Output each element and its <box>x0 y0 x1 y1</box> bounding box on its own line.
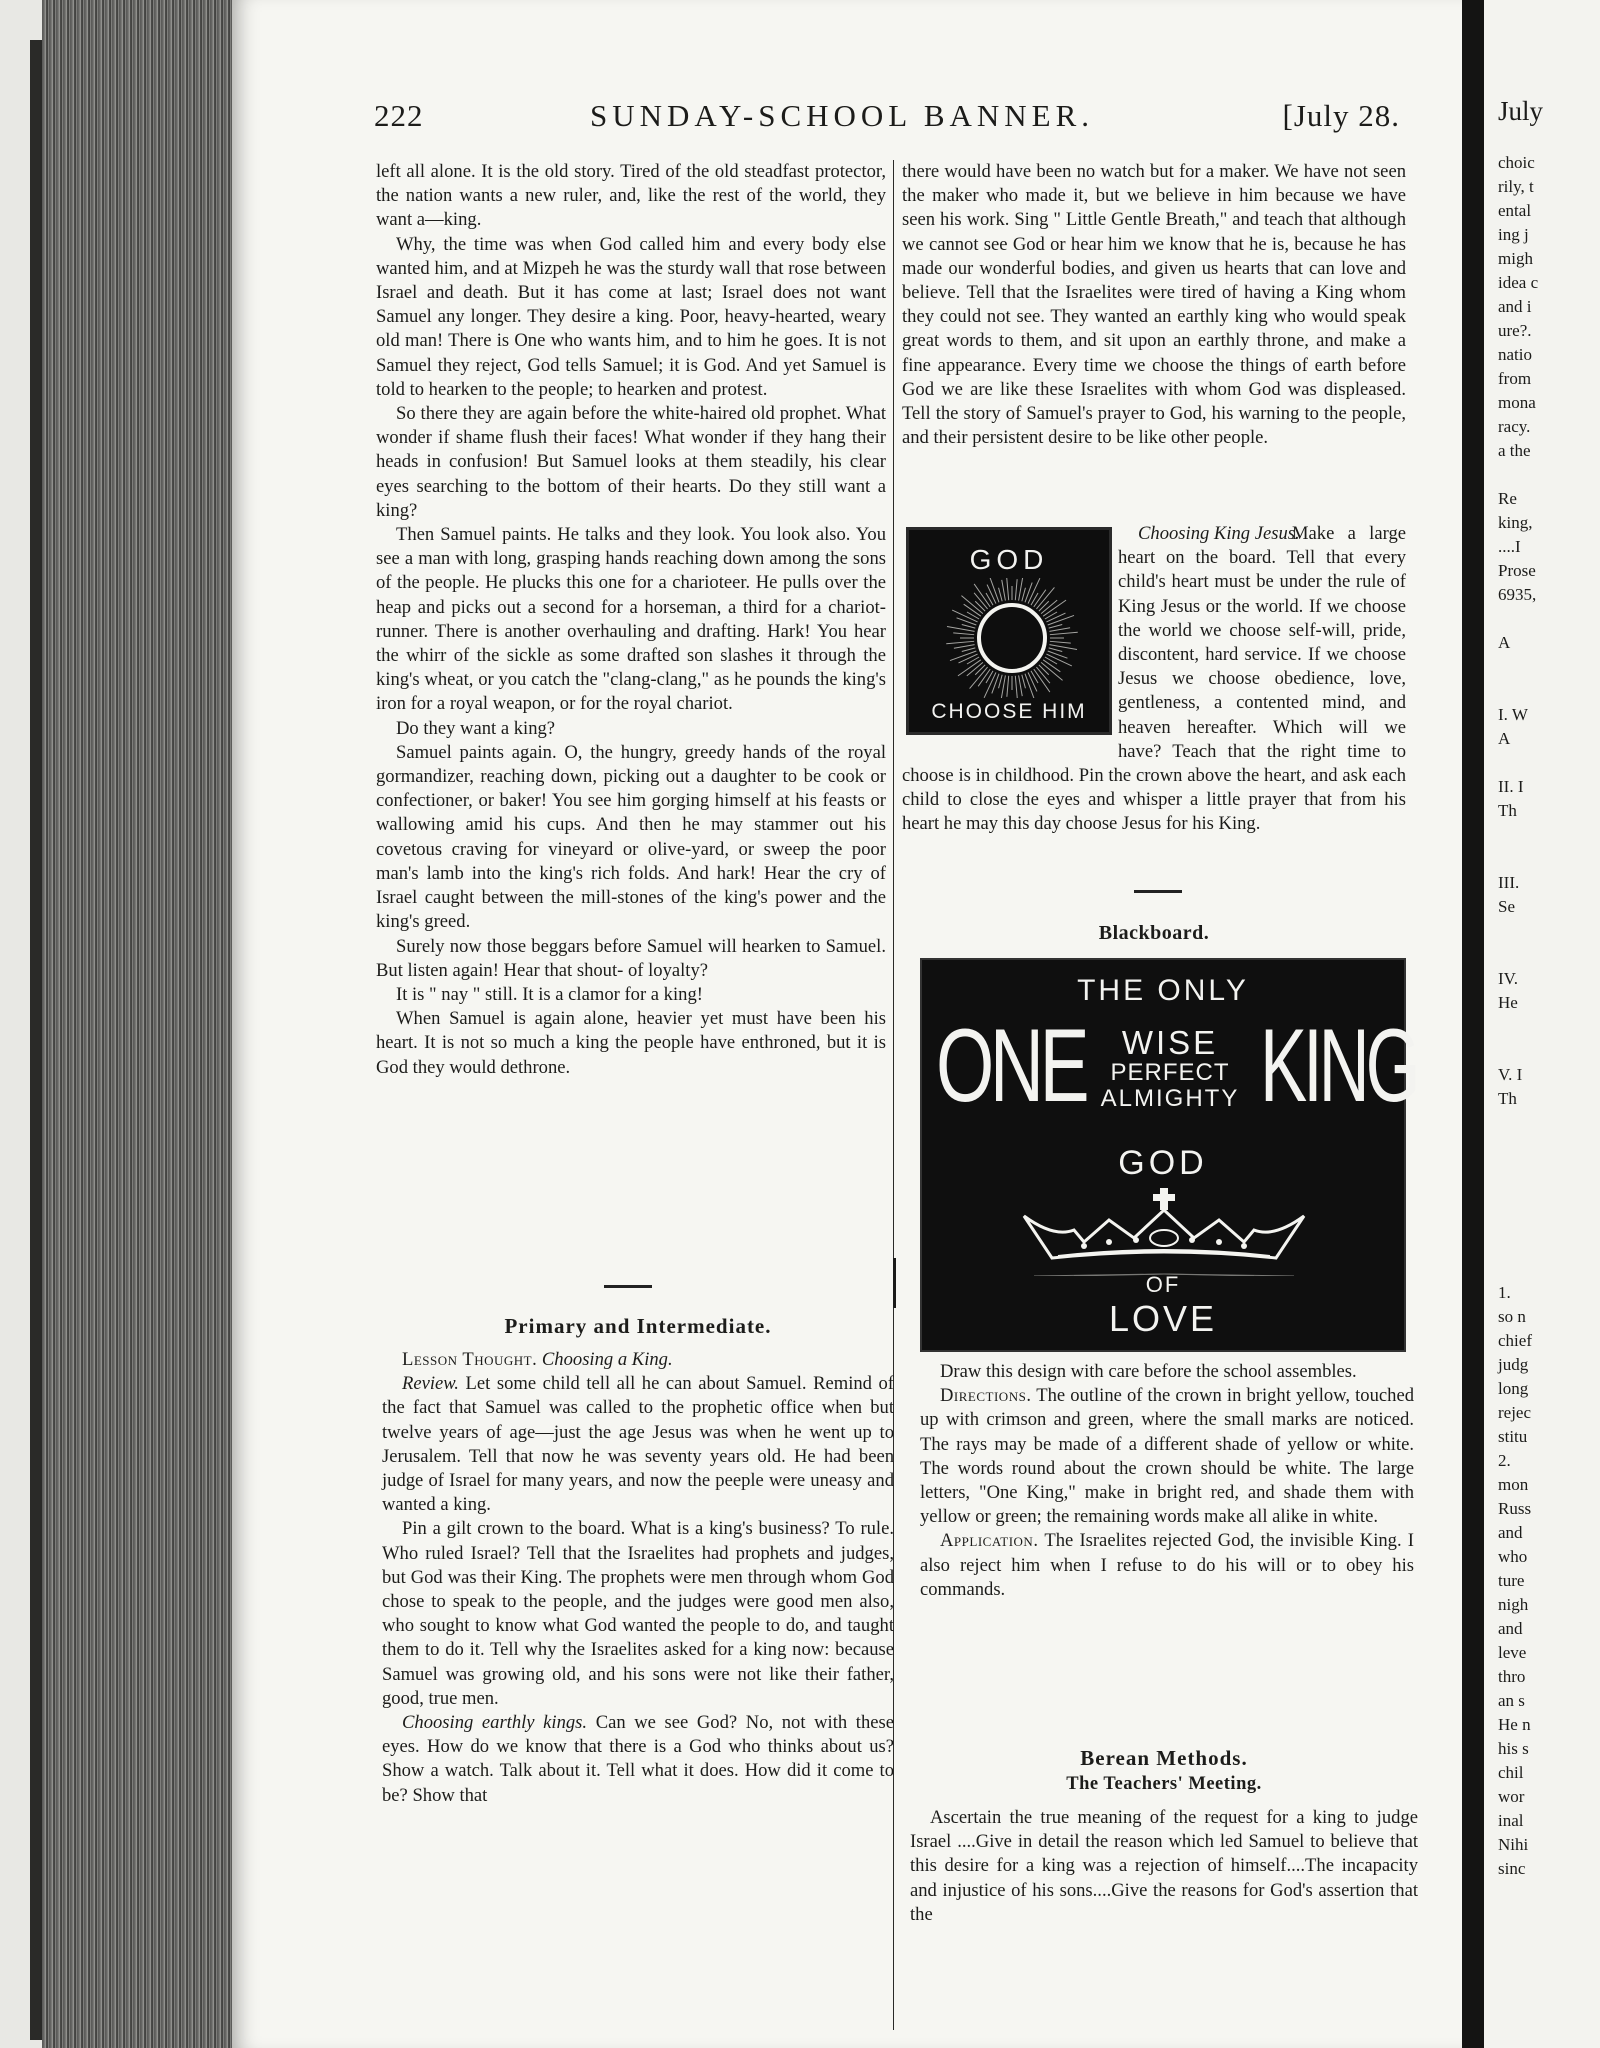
application-text: The Israelites rejected God, the invisible King. I also reject him when I refuse to do his will or to obey his commands. <box>920 1530 1414 1600</box>
facing-page-fragment: II. I <box>1498 777 1524 796</box>
facing-page-fragment: leve <box>1498 1643 1527 1662</box>
king-label: KING <box>1260 1008 1417 1124</box>
primary-column <box>382 1348 894 1808</box>
review-label: Review. <box>402 1373 459 1395</box>
paragraph: left all alone. It is the old story. Tired of the old steadfast protector, the nation wants a new ruler, and, like the rest of the world, they want a—king. <box>376 161 886 231</box>
facing-page-fragment: idea c <box>1498 273 1539 292</box>
middle-column-top <box>902 160 1406 450</box>
section-separator <box>604 1285 652 1288</box>
facing-page-fragment: mon <box>1498 1475 1529 1494</box>
facing-page-head: July <box>1498 96 1544 126</box>
facing-page-fragment: IV. <box>1498 969 1518 988</box>
facing-page-fragment: racy. <box>1498 417 1531 436</box>
paragraph: Samuel paints again. O, the hungry, greedy hands of the royal gormandizer, reaching down, picking out a daughter to be cook or confectioner, or baker! You see him gorging himself at his feasts or wallowing amid his cups. And then he may stammer out his covetous craving for vineyard or olive-yard, or sweep the poor man's lamb into the king's rich folds. And hark! Hear the cry of Israel caught between the mill-stones of the king's power and the king's greed. <box>376 741 886 933</box>
wise-label: WISE <box>1121 1024 1219 1061</box>
facing-page-fragment: so n <box>1498 1307 1526 1326</box>
facing-page-fragment: ....I <box>1498 537 1521 556</box>
section-separator <box>1134 890 1182 893</box>
facing-page-fragment: choic <box>1498 153 1535 172</box>
almighty-label: ALMIGHTY <box>1100 1085 1240 1112</box>
crown-icon <box>1014 1186 1314 1276</box>
paragraph: Surely now those beggars before Samuel will hearken to Samuel. But listen again! Hear that shout- of loyalty? <box>376 935 886 981</box>
paragraph: It is " nay " still. It is a clamor for a king! <box>396 983 703 1005</box>
facing-page-fragment: judg <box>1498 1355 1529 1374</box>
lesson-thought-label: Lesson Thought. <box>402 1349 538 1370</box>
facing-page-fragment: III. <box>1498 873 1520 892</box>
earthly-kings-label: Choosing earthly kings. <box>402 1712 588 1734</box>
choosing-king-jesus-text <box>902 522 1406 837</box>
paragraph: Ascertain the true meaning of the request for a king to judge Israel ....Give in detail the reason which led Samuel to believe that this desire for a king was a rejection of himself....The incapacity and injustice of his sons....Give the reasons for God's assertion that the <box>910 1807 1418 1925</box>
facing-page-fragment: mona <box>1498 393 1536 412</box>
facing-page <box>1484 0 1600 2048</box>
blackboard-notes <box>920 1360 1414 1602</box>
facing-page-fragment: sinc <box>1498 1859 1526 1878</box>
facing-page-fragment: 6935, <box>1498 585 1537 604</box>
facing-page-fragment: Nihi <box>1498 1835 1529 1854</box>
facing-page-fragment: ental <box>1498 201 1532 220</box>
paragraph: So there they are again before the white-haired old prophet. What wonder if shame flush their faces! What wonder if they hang their heads in confusion! But Samuel looks at them steadily, his clear eyes searching to the bottom of their hearts. Do they still want a king? <box>376 403 886 521</box>
facing-page-fragment: an s <box>1498 1691 1525 1710</box>
directions-label: Directions. <box>940 1385 1032 1407</box>
facing-page-fragment: natio <box>1498 345 1532 364</box>
facing-page-fragment: and <box>1498 1619 1523 1638</box>
teachers-meeting-heading: The Teachers' Meeting. <box>1066 1774 1262 1794</box>
facing-page-fragment: long <box>1498 1379 1529 1398</box>
application-label: Application. <box>940 1530 1039 1552</box>
facing-page-fragment: V. I <box>1498 1065 1523 1084</box>
float-spacer <box>902 522 1118 740</box>
facing-page-fragment: king, <box>1498 513 1533 532</box>
paragraph: there would have been no watch but for a maker. We have not seen the maker who made it, but we believe in him because we have seen his work. Sing " Little Gentle Breath," and teach that although we cannot see God or hear him we know that he is, because he has made our wonderful bodies, and given us hearts that can love and believe. Tell that the Israelites were tired of having a King whom they could not see. They wanted an earthly king who would speak great words to them, and sit upon an earthly throne, and make a fine appearance. Every time we choose the things of earth before God we are like these Israelites with whom God was displeased. Tell the story of Samuel's prayer to God, his warning to the people, and their persistent desire to be like other people. <box>902 161 1406 449</box>
facing-page-fragment: Th <box>1498 801 1517 820</box>
choosing-king-jesus-label: Choosing King Jesus. <box>1138 523 1300 544</box>
facing-page-fragment: and <box>1498 1523 1523 1542</box>
facing-page-fragment: ure?. <box>1498 321 1532 340</box>
paragraph: Do they want a king? <box>396 717 556 739</box>
facing-page-fragment: Re <box>1498 489 1517 508</box>
facing-page-fragment: A <box>1498 729 1511 748</box>
lesson-thought-title: Choosing a King. <box>541 1349 673 1370</box>
choose-him-label: CHOOSE HIM <box>931 700 1087 723</box>
publication-title: SUNDAY-SCHOOL BANNER. <box>590 98 1095 133</box>
facing-page-fragment: nigh <box>1498 1595 1529 1614</box>
page-number: 222 <box>374 98 424 133</box>
facing-page-fragment: He n <box>1498 1715 1531 1734</box>
facing-page-fragment: who <box>1498 1547 1528 1566</box>
facing-page-fragment: A <box>1498 633 1511 652</box>
paragraph: Then Samuel paints. He talks and they look. You look also. You see a man with long, grasping hands reaching down among the sons of the people. He plucks this one for a charioteer. He pulls over the heap and picks out a second for a horseman, a third for a chariot-runner. There is another overhauling and drafting. Hark! You hear the whirr of the sickle as some drafted son slashes it through the king's wheat, or you catch the "clang-clang," as he pounds the king's iron for a royal weapon, or for the royal chariot. <box>376 524 886 715</box>
facing-page-fragment: chil <box>1498 1763 1524 1782</box>
book-gutter <box>1462 0 1484 2048</box>
facing-page-fragment: stitu <box>1498 1427 1528 1446</box>
facing-page-fragment: his s <box>1498 1739 1529 1758</box>
facing-page-fragment: and i <box>1498 297 1532 316</box>
paragraph: Draw this design with care before the school assembles. <box>940 1361 1357 1382</box>
facing-page-fragment: I. W <box>1498 705 1528 724</box>
facing-page-fragment: rily, t <box>1498 177 1534 196</box>
facing-page-fragment: ing j <box>1498 225 1529 244</box>
paragraph: Pin a gilt crown to the board. What is a king's business? To rule. Who ruled Israel? Tell that the Israelites had prophets and judges, but God was their King. The prophets were men through whom God chose to speak to the people, and the judges were good men also, who sought to know what God wanted the people to do, and taught them to do it. Tell why the Israelites asked for a king now: because Samuel was growing old, and his sons were not like their father, good, true men. <box>382 1518 894 1709</box>
choosing-king-jesus-body: Make a large heart on the board. Tell that every child's heart must be under the rule of King Jesus or the world. If we choose the world we choose self-will, pride, discontent, hard service. If we choose Jesus we choose obedience, love, gentleness, a contented mind, and heaven hereafter. Which will we have? Teach that the right time to choose is in childhood. Pin the crown above the heart, and ask each child to close the eyes and whisper a little prayer that from his heart he may this day choose Jesus for his King. <box>902 523 1406 835</box>
facing-page-fragment: Russ <box>1498 1499 1532 1518</box>
facing-page-fragment: migh <box>1498 249 1533 268</box>
facing-page-fragment: a the <box>1498 441 1531 460</box>
facing-page-fragment: Se <box>1498 897 1515 916</box>
facing-page-fragment: Th <box>1498 1089 1517 1108</box>
god-label: GOD <box>969 544 1049 575</box>
the-only-label: THE ONLY <box>1077 974 1249 1007</box>
directions-text: The outline of the crown in bright yellow, touched up with crimson and green, where the small marks are noticed. The rays may be made of a different shade of yellow or white. The words round about the crown should be white. The large letters, "One King," make in bright red, and shade them with yellow or green; the remaining words make all alike in white. <box>920 1385 1414 1528</box>
issue-date: [July 28. <box>1282 98 1400 133</box>
facing-page-fragment: 2. <box>1498 1451 1511 1470</box>
review-text: Let some child tell all he can about Samuel. Remind of the fact that Samuel was called to the prophetic office when but twelve years of age—just the age Jesus was when he went up to Jerusalem. Tell that now he was seventy years old. He had been judge of Israel for many years, and now the peeple were uneasy and wanted a king. <box>382 1373 894 1516</box>
running-head <box>374 98 1400 138</box>
facing-page-fragment: inal <box>1498 1811 1524 1830</box>
book-page-edges <box>42 0 232 2048</box>
facing-page-fragment: from <box>1498 369 1532 388</box>
paragraph: Why, the time was when God called him and every body else wanted him, and at Mizpeh he was the sturdy wall that rose between Israel and death. But it has come at last; Israel does not want Samuel any longer. They desire a king. Poor, heavy-hearted, weary old man! There is One who wants him, and to him he goes. It is not Samuel they reject, God tells Samuel; it is God. And yet Samuel is told to hearken to the people; to hearken and protest. <box>376 233 886 400</box>
earthly-kings-text: Can we see God? No, not with these eyes. How do we know that there is a God who thinks about us? Show a watch. Talk about it. Tell what it does. How did it come to be? Show that <box>382 1712 894 1806</box>
facing-page-fragment: Prose <box>1498 561 1536 580</box>
of-label: OF <box>1145 1272 1181 1297</box>
facing-page-fragment: thro <box>1498 1667 1526 1686</box>
facing-page-fragment: 1. <box>1498 1283 1511 1302</box>
facing-page-fragment: rejec <box>1498 1403 1532 1422</box>
attributes-stack <box>1072 1026 1268 1112</box>
facing-page-fragment: He <box>1498 993 1518 1012</box>
primary-heading: Primary and Intermediate. <box>504 1314 772 1338</box>
blackboard-design <box>920 958 1417 1352</box>
facing-page-fragment: ture <box>1498 1571 1525 1590</box>
berean-column <box>910 1806 1418 1927</box>
one-label: ONE <box>936 1008 1086 1124</box>
god-label: GOD <box>1118 1144 1208 1182</box>
left-column <box>376 160 886 1080</box>
blackboard-heading: Blackboard. <box>1098 922 1210 944</box>
facing-page-fragment: chief <box>1498 1331 1532 1350</box>
love-label: LOVE <box>1108 1298 1218 1339</box>
facing-page-fragment: wor <box>1498 1787 1525 1806</box>
berean-heading: Berean Methods. <box>1080 1746 1248 1770</box>
column-rule-mark <box>893 1258 896 1308</box>
perfect-label: PERFECT <box>1110 1059 1230 1086</box>
paragraph: When Samuel is again alone, heavier yet must have been his heart. It is not so much a king the people have enthroned, but it is God they would dethrone. <box>376 1008 886 1078</box>
